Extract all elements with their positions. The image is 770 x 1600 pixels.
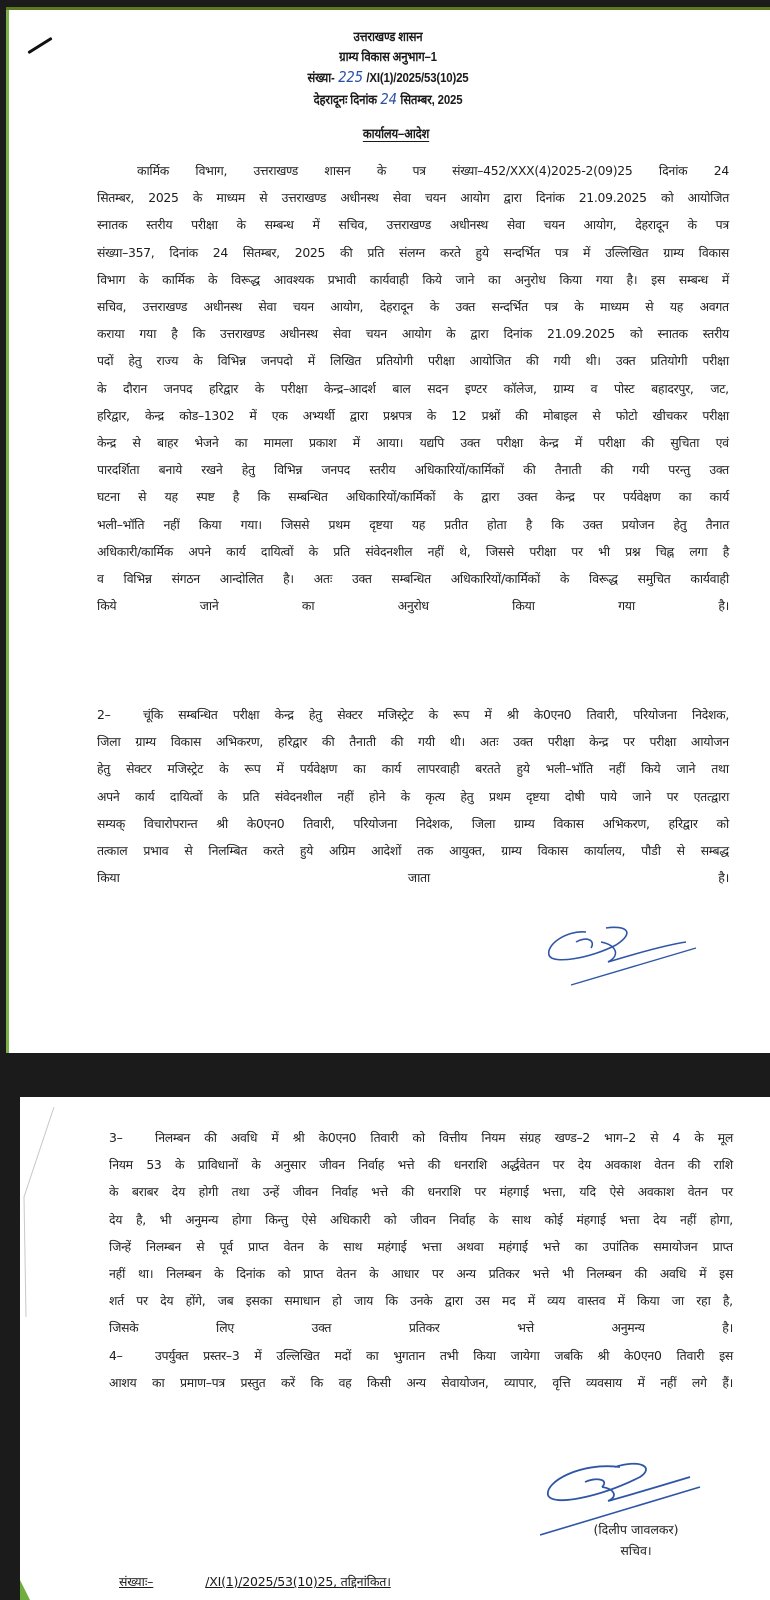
paragraph-number: 2–	[97, 707, 111, 722]
text-line: जिन्हें निलम्बन से पूर्व प्राप्त वेतन के साथ महंगाई भत्ता अथवा महंगाई भत्ते का उपांतिक समायोजन प्राप्त	[109, 1238, 733, 1254]
signatory-name: (दिलीप जावलकर)	[593, 1522, 679, 1537]
text-line: हरिद्वार, केन्द्र कोड–1302 में एक अभ्यर्थी द्वारा प्रश्नपत्र के 12 प्रश्नों की मोबाइल से फोटो खीचकर परीक्षा	[97, 407, 729, 423]
text-line: नियम 53 के प्राविधानों के अनुसार जीवन निर्वाह भत्ते की धनराशि अर्द्धवेतन पर देय अवकाश वेतन की राशि	[109, 1157, 733, 1173]
text-line: देय है, भी अनुमन्य होगा किन्तु ऐसे अधिकारी को जीवन निर्वाह के साथ कोई मंहगाई भत्ता देय नहीं होगा,	[109, 1211, 733, 1227]
text-line: के बराबर देय होगी तथा उन्हें जीवन निर्वाह भत्ते की धनराशि पर मंहगाई भत्ता, यदि ऐसे अवकाश वेतन पर	[109, 1184, 733, 1200]
footer-reference-number: /XI(1)/2025/53(10)25, तद्दिनांकित।	[205, 1574, 391, 1589]
text-line: जिला ग्राम्य विकास अभिकरण, हरिद्वार की तैनाती की गयी थी। अतः उक्त परीक्षा केन्द्र पर परीक्षा आयोजन	[97, 734, 729, 750]
text-line: भली–भॉति नहीं किया गया। जिससे प्रथम दृष्टया यह प्रतीत होता है कि उक्त प्रयोजन हेतु तैनात	[97, 516, 729, 532]
signature-page-1	[546, 920, 716, 990]
order-title-wrap	[60, 125, 732, 143]
text-line: सितम्बर, 2025 के माध्यम से उत्तराखण्ड अधीनस्थ सेवा चयन आयोग द्वारा दिनांक 21.09.2025 को आयोजित	[97, 190, 729, 206]
text-line: किये जाने का अनुरोध किया गया है।	[97, 598, 729, 614]
text-line: के दौरान जनपद हरिद्वार के परीक्षा केन्द्र–आदर्श बाल सदन इण्टर कॉलेज, ग्राम्य व पोस्ट बहादरपुर, जट,	[97, 380, 729, 396]
text-line: स्नातक स्तरीय परीक्षा के सम्बन्ध में सचिव, उत्तराखण्ड अधीनस्थ सेवा चयन आयोग, देहरादून के पत्र	[97, 217, 729, 233]
text-line: संख्या–357, दिनांक 24 सितम्बर, 2025 की प्रति संलग्न करते हुये सन्दर्भित पत्र में उल्लिखित ग्राम्य विकास	[97, 244, 729, 260]
text-line	[109, 1124, 733, 1151]
signatory-designation: सचिव।	[620, 1543, 652, 1558]
document-page-1	[6, 7, 770, 1053]
text-line: कराया गया है कि उत्तराखण्ड अधीनस्थ सेवा चयन आयोग के द्वारा दिनांक 21.09.2025 को स्नातक स्तरीय	[97, 326, 729, 342]
government-name: उत्तराखण्ड शासन	[353, 29, 423, 44]
margin-pencil-mark	[20, 1097, 60, 1357]
reference-number-line	[52, 68, 724, 87]
reference-label: संख्या-	[307, 70, 335, 85]
text-line: किया जाता है।	[97, 870, 729, 886]
text-line: तत्काल प्रभाव से निलम्बित करते हुये अग्रिम आदेशों तक आयुक्त, ग्राम्य विकास कार्यालय, पौडी से सम्बद्ध	[97, 843, 729, 859]
text-line	[109, 1342, 733, 1369]
text-line: पारदर्शिता बनाये रखने हेतु विभिन्न जनपद स्तरीय अधिकारियों/कार्मिकों की तैनाती की गयी परन्तु उक्त	[97, 462, 729, 478]
text-line-content: निलम्बन की अवधि में श्री के0एन0 तिवारी को वित्तीय नियम संग्रह खण्ड–2 भाग–2 से 4 के मूल	[155, 1130, 733, 1145]
text-line: सम्यक् विचारोपरान्त श्री के0एन0 तिवारी, परियोजना निदेशक, जिला ग्राम्य विकास अभिकरण, हरिद्वार को	[97, 815, 729, 831]
scan-edge-mark	[20, 1580, 30, 1600]
text-line: नहीं था। निलम्बन के दिनांक को प्राप्त वेतन के आधार पर अन्य प्रतिकर भत्ते भी निलम्बन की अवधि में इस	[109, 1266, 733, 1282]
department-name: ग्राम्य विकास अनुभाग–1	[339, 49, 437, 64]
text-line: अधिकारी/कार्मिक अपने कार्य दायित्वों के प्रति संवेदनशील नहीं थे, जिससे परीक्षा पर भी प्रश्न चिह्न लगा है	[97, 543, 729, 559]
month-year: सितम्बर, 2025	[400, 92, 463, 107]
paragraph-number: 3–	[109, 1130, 123, 1145]
handwritten-reference-number: 225	[338, 68, 363, 86]
text-line: विभाग के कार्मिक के विरूद्ध आवश्यक प्रभावी कार्यवाही किये जाने का अनुरोध किया गया है। इस सम्बन्ध में	[97, 271, 729, 287]
footer-reference	[119, 1573, 391, 1590]
text-line: केन्द्र से बाहर भेजने का मामला प्रकाश में आया। यद्यपि उक्त परीक्षा केन्द्र में परीक्षा की सुचिता एवं	[97, 435, 729, 451]
paragraph-number: 4–	[109, 1348, 123, 1363]
text-line: अपने कार्य दायित्वों के प्रति संवेदनशील नहीं होने के कृत्य हेतु प्रथम दृष्टया दोषी पाये जाने पर एतत्द्वारा	[97, 788, 729, 804]
text-line: सचिव, उत्तराखण्ड अधीनस्थ सेवा चयन आयोग, देहरादून के उक्त सन्दर्भित पत्र के माध्यम से यह अवगत	[97, 299, 729, 315]
place-date-label: देहरादूनः दिनांक	[313, 92, 377, 107]
document-page-2	[20, 1097, 770, 1600]
text-line	[97, 701, 729, 728]
paragraph-4	[109, 1342, 733, 1396]
paragraph-3	[109, 1124, 733, 1342]
text-line-content: उपर्युक्त प्रस्तर–3 में उल्लिखित मदों का भुगतान तभी किया जायेगा जबकि श्री के0एन0 तिवारी इस	[155, 1348, 733, 1363]
text-line: हेतु सेक्टर मजिस्ट्रेट के रूप में पर्यवेक्षण का कार्य लापरवाही बरतते हुये भली–भॉति नहीं किये जाने तथा	[97, 761, 729, 777]
text-line: आशय का प्रमाण–पत्र प्रस्तुत करें कि वह किसी अन्य सेवायोजन, व्यापार, वृत्ति व्यवसाय में नहीं लगे हैं।	[109, 1375, 733, 1391]
paragraph-1	[97, 157, 729, 619]
text-line: शर्त पर देय होंगे, जब इसका समाधान हो जाय कि उनके द्वारा उस मद में व्यय वास्तव में किया जा रहा है,	[109, 1293, 733, 1309]
text-line: घटना से यह स्पष्ट है कि सम्बन्धित अधिकारियों/कार्मिकों के द्वारा उक्त केन्द्र पर पर्यवेक्षण का कार्य	[97, 489, 729, 505]
paragraph-2	[97, 701, 729, 891]
text-line-content: चूंकि सम्बन्धित परीक्षा केन्द्र हेतु सेक्टर मजिस्ट्रेट के रूप में श्री के0एन0 तिवारी, परियोजना निदेशक,	[143, 707, 729, 722]
text-line: कार्मिक विभाग, उत्तराखण्ड शासन के पत्र संख्या–452/XXX(4)2025-2(09)25 दिनांक 24	[137, 163, 729, 178]
text-line: व विभिन्न संगठन आन्दोलित है। अतः उक्त सम्बन्धित अधिकारियों/कार्मिकों के विरूद्ध समुचित कार्यवाही	[97, 571, 729, 587]
pen-tick-mark	[27, 37, 52, 54]
order-title: कार्यालय–आदेश	[362, 126, 430, 141]
text-line: पदों हेतु राज्य के विभिन्न जनपदो में लिखित प्रतियोगी परीक्षा आयोजित की गयी थी। उक्त प्रतियोगी परीक्षा	[97, 353, 729, 369]
handwritten-day: 24	[380, 90, 397, 108]
place-date-line	[52, 90, 724, 109]
reference-suffix: /XI(1)/2025/53(10)25	[366, 70, 469, 85]
text-line: जिसके लिए उक्त प्रतिकर भत्ते अनुमन्य है।	[109, 1320, 733, 1336]
footer-reference-label: संख्याः–	[119, 1574, 154, 1589]
